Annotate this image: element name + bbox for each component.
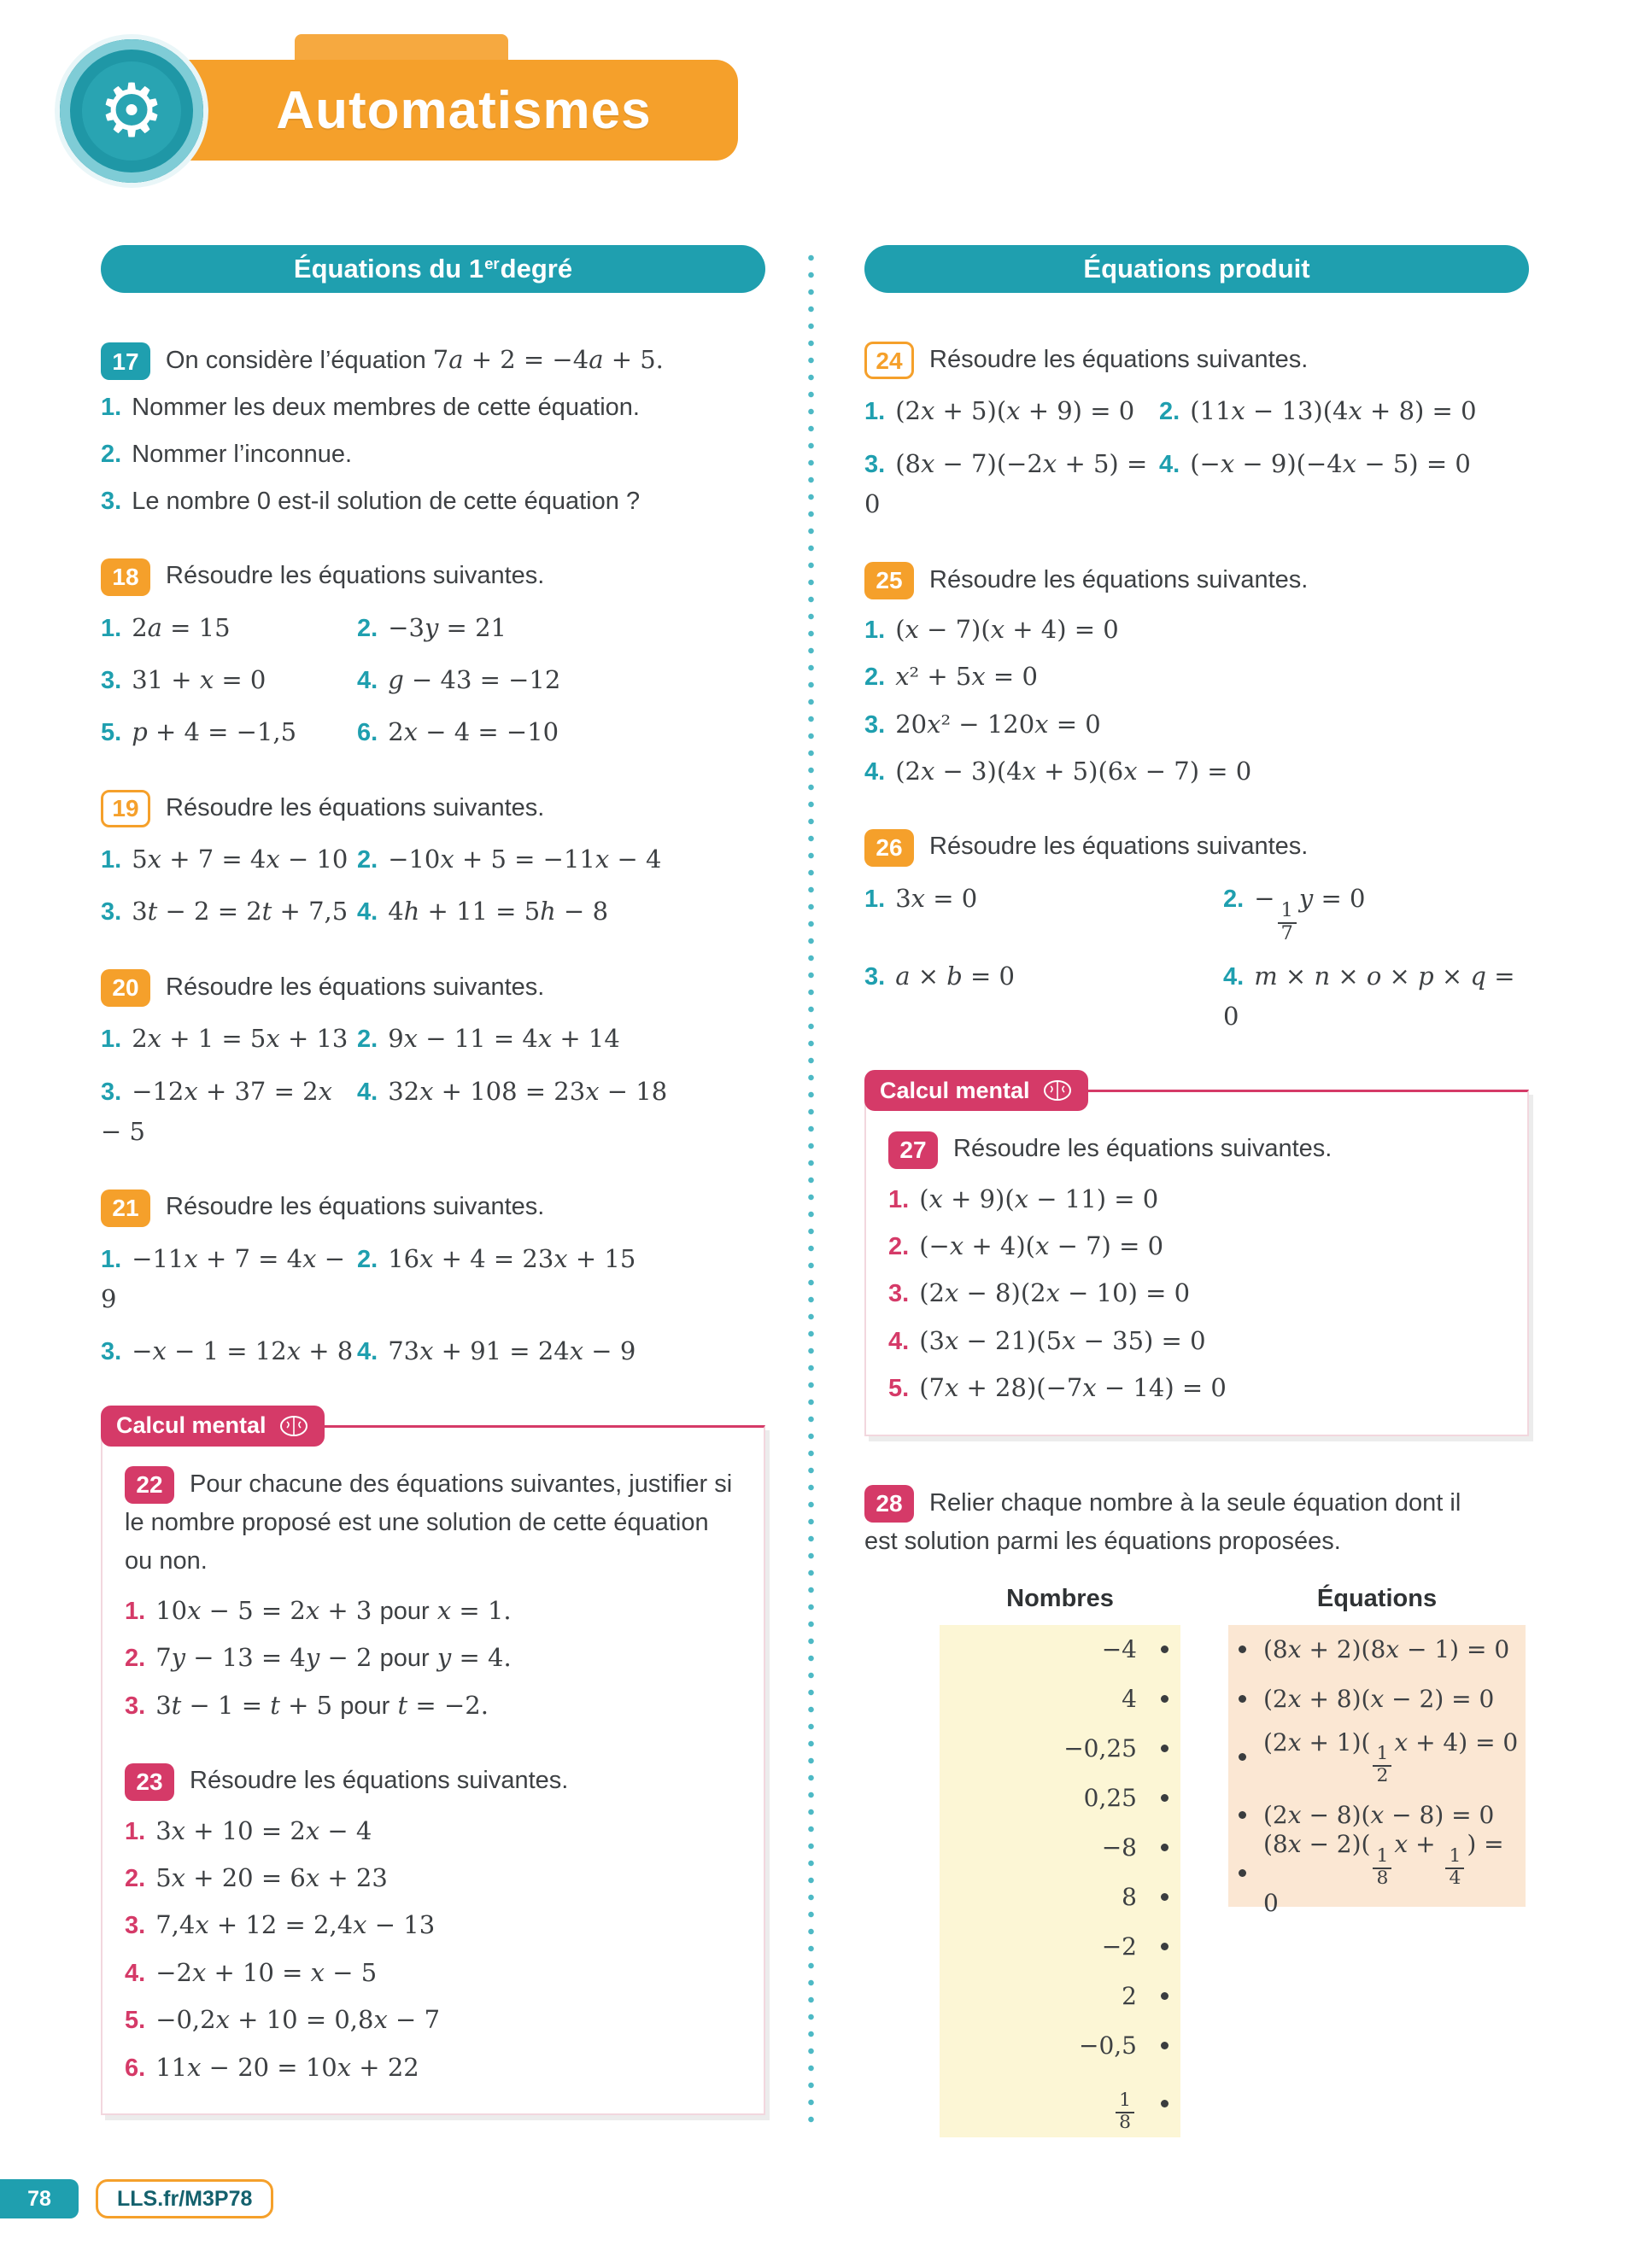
exercise-19-badge: 19: [101, 790, 150, 827]
exercise-18-items: [101, 608, 765, 753]
item-equation: (−x − 9)(−4x − 5) = 0: [1190, 448, 1471, 478]
number-option: [940, 1625, 1180, 1675]
header-gap: [1180, 1585, 1228, 1613]
exercise-item: [864, 751, 1529, 792]
item-equation: −2x + 10 = x − 5: [155, 1957, 378, 1987]
item-equation: 11x − 20 = 10x + 22: [155, 2052, 419, 2082]
item-number: 2.: [864, 663, 886, 692]
exercise-item: [125, 1686, 741, 1726]
number-value: 2: [1122, 1982, 1137, 2011]
equation-value: (8x + 2)(8x − 1) = 0: [1263, 1635, 1510, 1664]
equations-panel: [1228, 1625, 1526, 1917]
exercise-item: [101, 839, 357, 880]
item-equation: a × b = 0: [895, 961, 1015, 991]
item-equation: −10x + 5 = −11x − 4: [388, 845, 662, 874]
number-option: [940, 2071, 1180, 2137]
exercise-21-items: [101, 1239, 765, 1372]
number-value: −0,5: [1079, 2031, 1137, 2060]
exercise-18-badge: 18: [101, 558, 150, 596]
item-number: 4.: [357, 1338, 378, 1366]
item-number: 3.: [101, 488, 122, 516]
exercise-21-intro: Résoudre les équations suivantes.: [166, 1193, 545, 1221]
section-title-sup: er: [484, 254, 500, 272]
number-value: 8: [1122, 1883, 1137, 1912]
exercise-26-intro: Résoudre les équations suivantes.: [929, 833, 1309, 861]
item-text: Nommer l’inconnue.: [132, 441, 353, 469]
item-number: 4.: [888, 1327, 910, 1355]
lls-link[interactable]: LLS.fr/M3P78: [96, 2179, 273, 2218]
item-number: 2.: [357, 1026, 378, 1054]
exercise-17-intro: On considère l’équation: [166, 347, 433, 374]
exercise-28-statement: Relier chaque nombre à la seule équation dont il est solution parmi les équations proposées.: [864, 1488, 1461, 1555]
item-number: 2.: [101, 441, 122, 469]
item-number: 4.: [1159, 450, 1180, 478]
exercise-23-badge: 23: [125, 1763, 174, 1801]
exercise-item: [357, 660, 765, 700]
brain-icon: [1042, 1079, 1073, 1102]
number-value: −4: [1101, 1635, 1137, 1664]
item-number: 4.: [125, 1959, 146, 1987]
connector-dot: [1161, 2042, 1168, 2049]
connector-dot: [1239, 1811, 1246, 1819]
exercise-24-items: [864, 391, 1529, 524]
item-equation: 3x + 10 = 2x − 4: [155, 1815, 372, 1845]
exercise-25-items: [864, 610, 1529, 792]
section-header-equations-produit: [864, 245, 1529, 293]
connector-dot: [1239, 1753, 1246, 1761]
exercise-26-badge: 26: [864, 829, 914, 867]
number-value: 0,25: [1083, 1784, 1137, 1813]
calcul-mental-label: [101, 1406, 325, 1447]
exercise-21: [101, 1188, 765, 1372]
exercise-25-badge: 25: [864, 562, 914, 599]
exercise-item: [864, 444, 1159, 525]
number-option: [940, 1724, 1180, 1774]
exercise-19-intro: Résoudre les équations suivantes.: [166, 793, 545, 821]
connector-dot: [1161, 2100, 1168, 2107]
item-equation: − $\frac{1}{7}$ y = 0: [1254, 883, 1366, 944]
item-number: 3.: [864, 710, 886, 739]
item-number: 1.: [101, 394, 122, 422]
item-equation: 32x + 108 = 23x − 18: [388, 1076, 668, 1106]
calcul-mental-label: [864, 1070, 1088, 1111]
connector-dot: [1161, 1943, 1168, 1950]
exercise-item: [357, 1072, 765, 1153]
connector-dot: [1161, 1745, 1168, 1752]
item-number: 3.: [125, 1692, 146, 1720]
exercise-23-items: [125, 1811, 741, 2088]
exercise-item: [888, 1226, 1505, 1266]
item-equation: −11x + 7 = 4x − 9: [101, 1243, 346, 1314]
exercise-item: [357, 608, 765, 648]
item-number: 4.: [1223, 962, 1245, 991]
number-option: [940, 1873, 1180, 1922]
item-equation: 10x − 5 = 2x + 3 pour x = 1.: [155, 1596, 512, 1626]
exercise-19-items: [101, 839, 765, 932]
item-number: 4.: [357, 1078, 378, 1106]
item-number: 2.: [1159, 398, 1180, 426]
item-equation: 3t − 2 = 2t + 7,5: [132, 897, 348, 926]
equation-value: (2x + 8)(x − 2) = 0: [1263, 1685, 1495, 1714]
matching-area: [940, 1585, 1529, 2137]
calcul-mental-title: Calcul mental: [116, 1412, 266, 1439]
calcul-mental-title: Calcul mental: [880, 1077, 1030, 1103]
calcul-mental-box: [864, 1077, 1529, 1435]
exercise-22: [125, 1465, 741, 1726]
number-option: [940, 1823, 1180, 1873]
item-number: 1.: [888, 1185, 910, 1213]
column-header-nombres: Nombres: [1006, 1584, 1114, 1612]
exercise-item: [864, 956, 1223, 1038]
item-number: 1.: [864, 616, 886, 644]
item-equation: −12x + 37 = 2x − 5: [101, 1076, 332, 1146]
equation-value: (2x + 1)( $\frac{1}{2}$ x + 4) = 0: [1263, 1727, 1519, 1787]
exercise-item: [1223, 956, 1529, 1038]
equation-option: [1228, 1724, 1526, 1791]
exercise-28-badge: 28: [864, 1485, 914, 1523]
item-equation: 73x + 91 = 24x − 9: [388, 1336, 636, 1366]
equation-value: (2x − 8)(x − 8) = 0: [1263, 1801, 1495, 1830]
item-number: 1.: [125, 1598, 146, 1626]
matching-body: [940, 1625, 1529, 2137]
number-value: −8: [1101, 1833, 1137, 1862]
exercise-27: [888, 1130, 1505, 1408]
item-number: 1.: [101, 1245, 122, 1273]
item-equation: (x − 7)(x + 4) = 0: [895, 614, 1119, 644]
item-text: Nommer les deux membres de cette équation.: [132, 394, 640, 422]
exercise-item: [357, 839, 765, 880]
item-number: 6.: [357, 719, 378, 747]
exercise-22-items: [125, 1591, 741, 1726]
item-number: 3.: [101, 1338, 122, 1366]
connector-dot: [1161, 1645, 1168, 1653]
item-equation: −0,2x + 10 = 0,8x − 7: [155, 2005, 441, 2035]
item-equation: 3x = 0: [895, 883, 978, 913]
item-number: 4.: [357, 666, 378, 694]
item-equation: x² + 5x = 0: [895, 662, 1038, 692]
exercise-24: [864, 341, 1529, 525]
exercise-20: [101, 968, 765, 1153]
item-number: 5.: [125, 2007, 146, 2035]
item-equation: g − 43 = −12: [388, 664, 561, 694]
item-number: 2.: [357, 1245, 378, 1273]
exercise-item: [357, 891, 765, 932]
number-option: [940, 1774, 1180, 1823]
connector-dot: [1239, 1645, 1246, 1653]
column-header-equations: Équations: [1316, 1584, 1438, 1612]
exercise-item: [357, 1019, 765, 1059]
equation-option: [1228, 1830, 1526, 1917]
connector-dot: [1161, 1844, 1168, 1851]
item-equation: (3x − 21)(5x − 35) = 0: [919, 1325, 1206, 1355]
exercise-20-items: [101, 1019, 765, 1152]
item-equation: m × n × o × p × q = 0: [1223, 961, 1515, 1031]
exercise-23: [125, 1762, 741, 2088]
item-equation: −3y = 21: [388, 612, 507, 642]
exercise-item: [125, 1905, 741, 1945]
item-equation: 4h + 11 = 5h − 8: [388, 897, 609, 926]
exercise-21-badge: 21: [101, 1190, 150, 1227]
number-value: −0,25: [1063, 1734, 1137, 1763]
exercise-26: [864, 827, 1529, 1037]
item-number: 3.: [125, 1912, 146, 1940]
item-number: 3.: [101, 666, 122, 694]
item-number: 1.: [864, 885, 886, 913]
item-equation: (11x − 13)(4x + 8) = 0: [1190, 396, 1477, 426]
exercise-20-badge: 20: [101, 969, 150, 1007]
exercise-item: [101, 389, 765, 427]
exercise-item: [1223, 879, 1529, 944]
item-equation: p + 4 = −1,5: [132, 717, 297, 747]
section-header-equations-1er-degre: [101, 245, 765, 293]
item-number: 2.: [125, 1645, 146, 1673]
item-number: 1.: [864, 398, 886, 426]
exercise-item: [125, 1638, 741, 1678]
exercise-19: [101, 789, 765, 932]
exercise-item: [101, 608, 357, 648]
banner-title: Automatismes: [276, 80, 652, 140]
number-value: −2: [1101, 1932, 1137, 1961]
exercise-item: [888, 1179, 1505, 1219]
exercise-item: [125, 2000, 741, 2040]
connector-dot: [1239, 1869, 1246, 1877]
equation-option: [1228, 1675, 1526, 1724]
exercise-item: [888, 1368, 1505, 1408]
exercise-26-items: [864, 879, 1529, 1038]
exercise-24-intro: Résoudre les équations suivantes.: [929, 346, 1309, 373]
exercise-item: [101, 891, 357, 932]
item-number: 2.: [357, 614, 378, 642]
item-equation: 20x² − 120x = 0: [895, 709, 1101, 739]
item-number: 1.: [101, 614, 122, 642]
item-equation: (2x + 5)(x + 9) = 0: [895, 396, 1135, 426]
exercise-item: [101, 482, 765, 521]
item-equation: (x + 9)(x − 11) = 0: [919, 1184, 1159, 1213]
exercise-item: [864, 391, 1159, 431]
section-title: Équations produit: [1083, 254, 1310, 284]
exercise-item: [357, 1239, 765, 1320]
item-number: 3.: [864, 962, 886, 991]
exercise-item: [101, 1072, 357, 1153]
exercise-item: [888, 1273, 1505, 1313]
item-equation: (8x − 7)(−2x + 5) = 0: [864, 448, 1148, 519]
item-number: 6.: [125, 2054, 146, 2082]
item-equation: 7y − 13 = 4y − 2 pour y = 4.: [155, 1643, 512, 1673]
item-equation: (2x − 3)(4x + 5)(6x − 7) = 0: [895, 757, 1252, 786]
connector-dot: [1161, 1992, 1168, 2000]
exercise-24-badge: 24: [864, 342, 914, 379]
gear-glyph: ⚙: [98, 68, 165, 154]
section-title-rest: degré: [500, 254, 573, 284]
exercise-item: [101, 1019, 357, 1059]
item-equation: 16x + 4 = 23x + 15: [388, 1243, 636, 1273]
exercise-27-items: [888, 1179, 1505, 1409]
exercise-item: [1159, 444, 1529, 525]
exercise-item: [864, 657, 1529, 697]
exercise-item: [101, 1239, 357, 1320]
item-number: 3.: [101, 1078, 122, 1106]
item-number: 3.: [888, 1280, 910, 1308]
exercise-17-badge: 17: [101, 342, 150, 380]
matching-headers: [940, 1585, 1529, 1613]
equation-option: [1228, 1625, 1526, 1675]
item-number: 2.: [125, 1864, 146, 1892]
exercise-item: [125, 2048, 741, 2088]
exercise-item: [125, 1858, 741, 1898]
numbers-panel: [940, 1625, 1180, 2137]
number-option: [940, 1675, 1180, 1724]
brain-icon: [278, 1415, 309, 1437]
connector-dot: [1161, 1794, 1168, 1802]
item-number: 1.: [101, 846, 122, 874]
item-number: 5.: [101, 719, 122, 747]
exercise-item: [357, 712, 765, 752]
calcul-mental-box: [101, 1412, 765, 2115]
item-equation: 5x + 20 = 6x + 23: [155, 1862, 388, 1892]
item-number: 4.: [357, 898, 378, 926]
exercise-item: [125, 1953, 741, 1993]
item-text: Le nombre 0 est-il solution de cette équation ?: [132, 488, 641, 516]
item-equation: 31 + x = 0: [132, 664, 266, 694]
exercise-28: [864, 1484, 1529, 2137]
page-number: 78: [0, 2179, 79, 2218]
exercise-item: [101, 712, 357, 752]
exercise-item: [357, 1331, 765, 1371]
exercise-item: [864, 879, 1223, 944]
exercise-item: [125, 1591, 741, 1631]
exercise-item: [101, 1331, 357, 1371]
equation-value: (8x − 2)( $\frac{1}{8}$ x + $\frac{1}{4}$ ) = 0: [1263, 1830, 1504, 1917]
item-number: 1.: [101, 1026, 122, 1054]
item-equation: 5x + 7 = 4x − 10: [132, 845, 348, 874]
left-column: [101, 245, 765, 2115]
exercise-27-intro: Résoudre les équations suivantes.: [953, 1135, 1332, 1163]
right-column: [864, 245, 1529, 2137]
exercise-22-statement: Pour chacune des équations suivantes, justifier si le nombre proposé est une solution de cette équation ou non.: [125, 1470, 733, 1575]
item-number: 2.: [888, 1233, 910, 1261]
item-number: 5.: [888, 1375, 910, 1403]
number-option: [940, 1922, 1180, 1972]
item-equation: 2x − 4 = −10: [388, 717, 559, 747]
item-number: 1.: [125, 1817, 146, 1845]
item-number: 3.: [864, 450, 886, 478]
item-equation: (2x − 8)(2x − 10) = 0: [919, 1278, 1191, 1308]
exercise-item: [864, 610, 1529, 650]
item-equation: 7,4x + 12 = 2,4x − 13: [155, 1910, 436, 1940]
exercise-18-intro: Résoudre les équations suivantes.: [166, 562, 545, 590]
item-number: 4.: [864, 758, 886, 786]
item-number: 3.: [101, 898, 122, 926]
number-option: [940, 2021, 1180, 2071]
exercise-20-intro: Résoudre les équations suivantes.: [166, 973, 545, 1001]
chapter-banner: [130, 60, 738, 161]
exercise-item: [125, 1811, 741, 1851]
exercise-23-intro: Résoudre les équations suivantes.: [190, 1767, 569, 1795]
exercise-22-badge: 22: [125, 1466, 174, 1504]
exercise-item: [101, 435, 765, 474]
connector-dot: [1161, 1695, 1168, 1703]
exercise-item: [864, 704, 1529, 745]
exercise-item: [101, 660, 357, 700]
connector-dot: [1161, 1893, 1168, 1901]
item-equation: 2x + 1 = 5x + 13: [132, 1024, 348, 1054]
item-equation: 9x − 11 = 4x + 14: [388, 1024, 620, 1054]
item-equation: (7x + 28)(−7x − 14) = 0: [919, 1373, 1227, 1403]
exercise-18: [101, 557, 765, 753]
exercise-27-badge: 27: [888, 1131, 938, 1169]
exercise-item: [1159, 391, 1529, 431]
exercise-17-equation: 7a + 2 = −4a + 5.: [432, 345, 664, 374]
exercise-17: [101, 341, 765, 521]
connector-dot: [1239, 1695, 1246, 1703]
item-number: 2.: [357, 846, 378, 874]
number-option: [940, 1972, 1180, 2021]
section-title: Équations du 1: [293, 254, 484, 284]
number-value: 4: [1122, 1685, 1137, 1714]
column-divider: [808, 249, 814, 2124]
number-value: $\frac{1}{8}$: [1113, 2075, 1137, 2134]
exercise-item: [888, 1321, 1505, 1361]
item-equation: 2a = 15: [132, 612, 231, 642]
exercise-25-intro: Résoudre les équations suivantes.: [929, 565, 1309, 593]
item-number: 2.: [1223, 885, 1245, 913]
item-equation: (−x + 4)(x − 7) = 0: [919, 1231, 1164, 1261]
exercise-25: [864, 561, 1529, 792]
item-equation: 3t − 1 = t + 5 pour t = −2.: [155, 1690, 489, 1720]
item-equation: −x − 1 = 12x + 8: [132, 1336, 354, 1366]
gear-icon: [60, 39, 203, 183]
